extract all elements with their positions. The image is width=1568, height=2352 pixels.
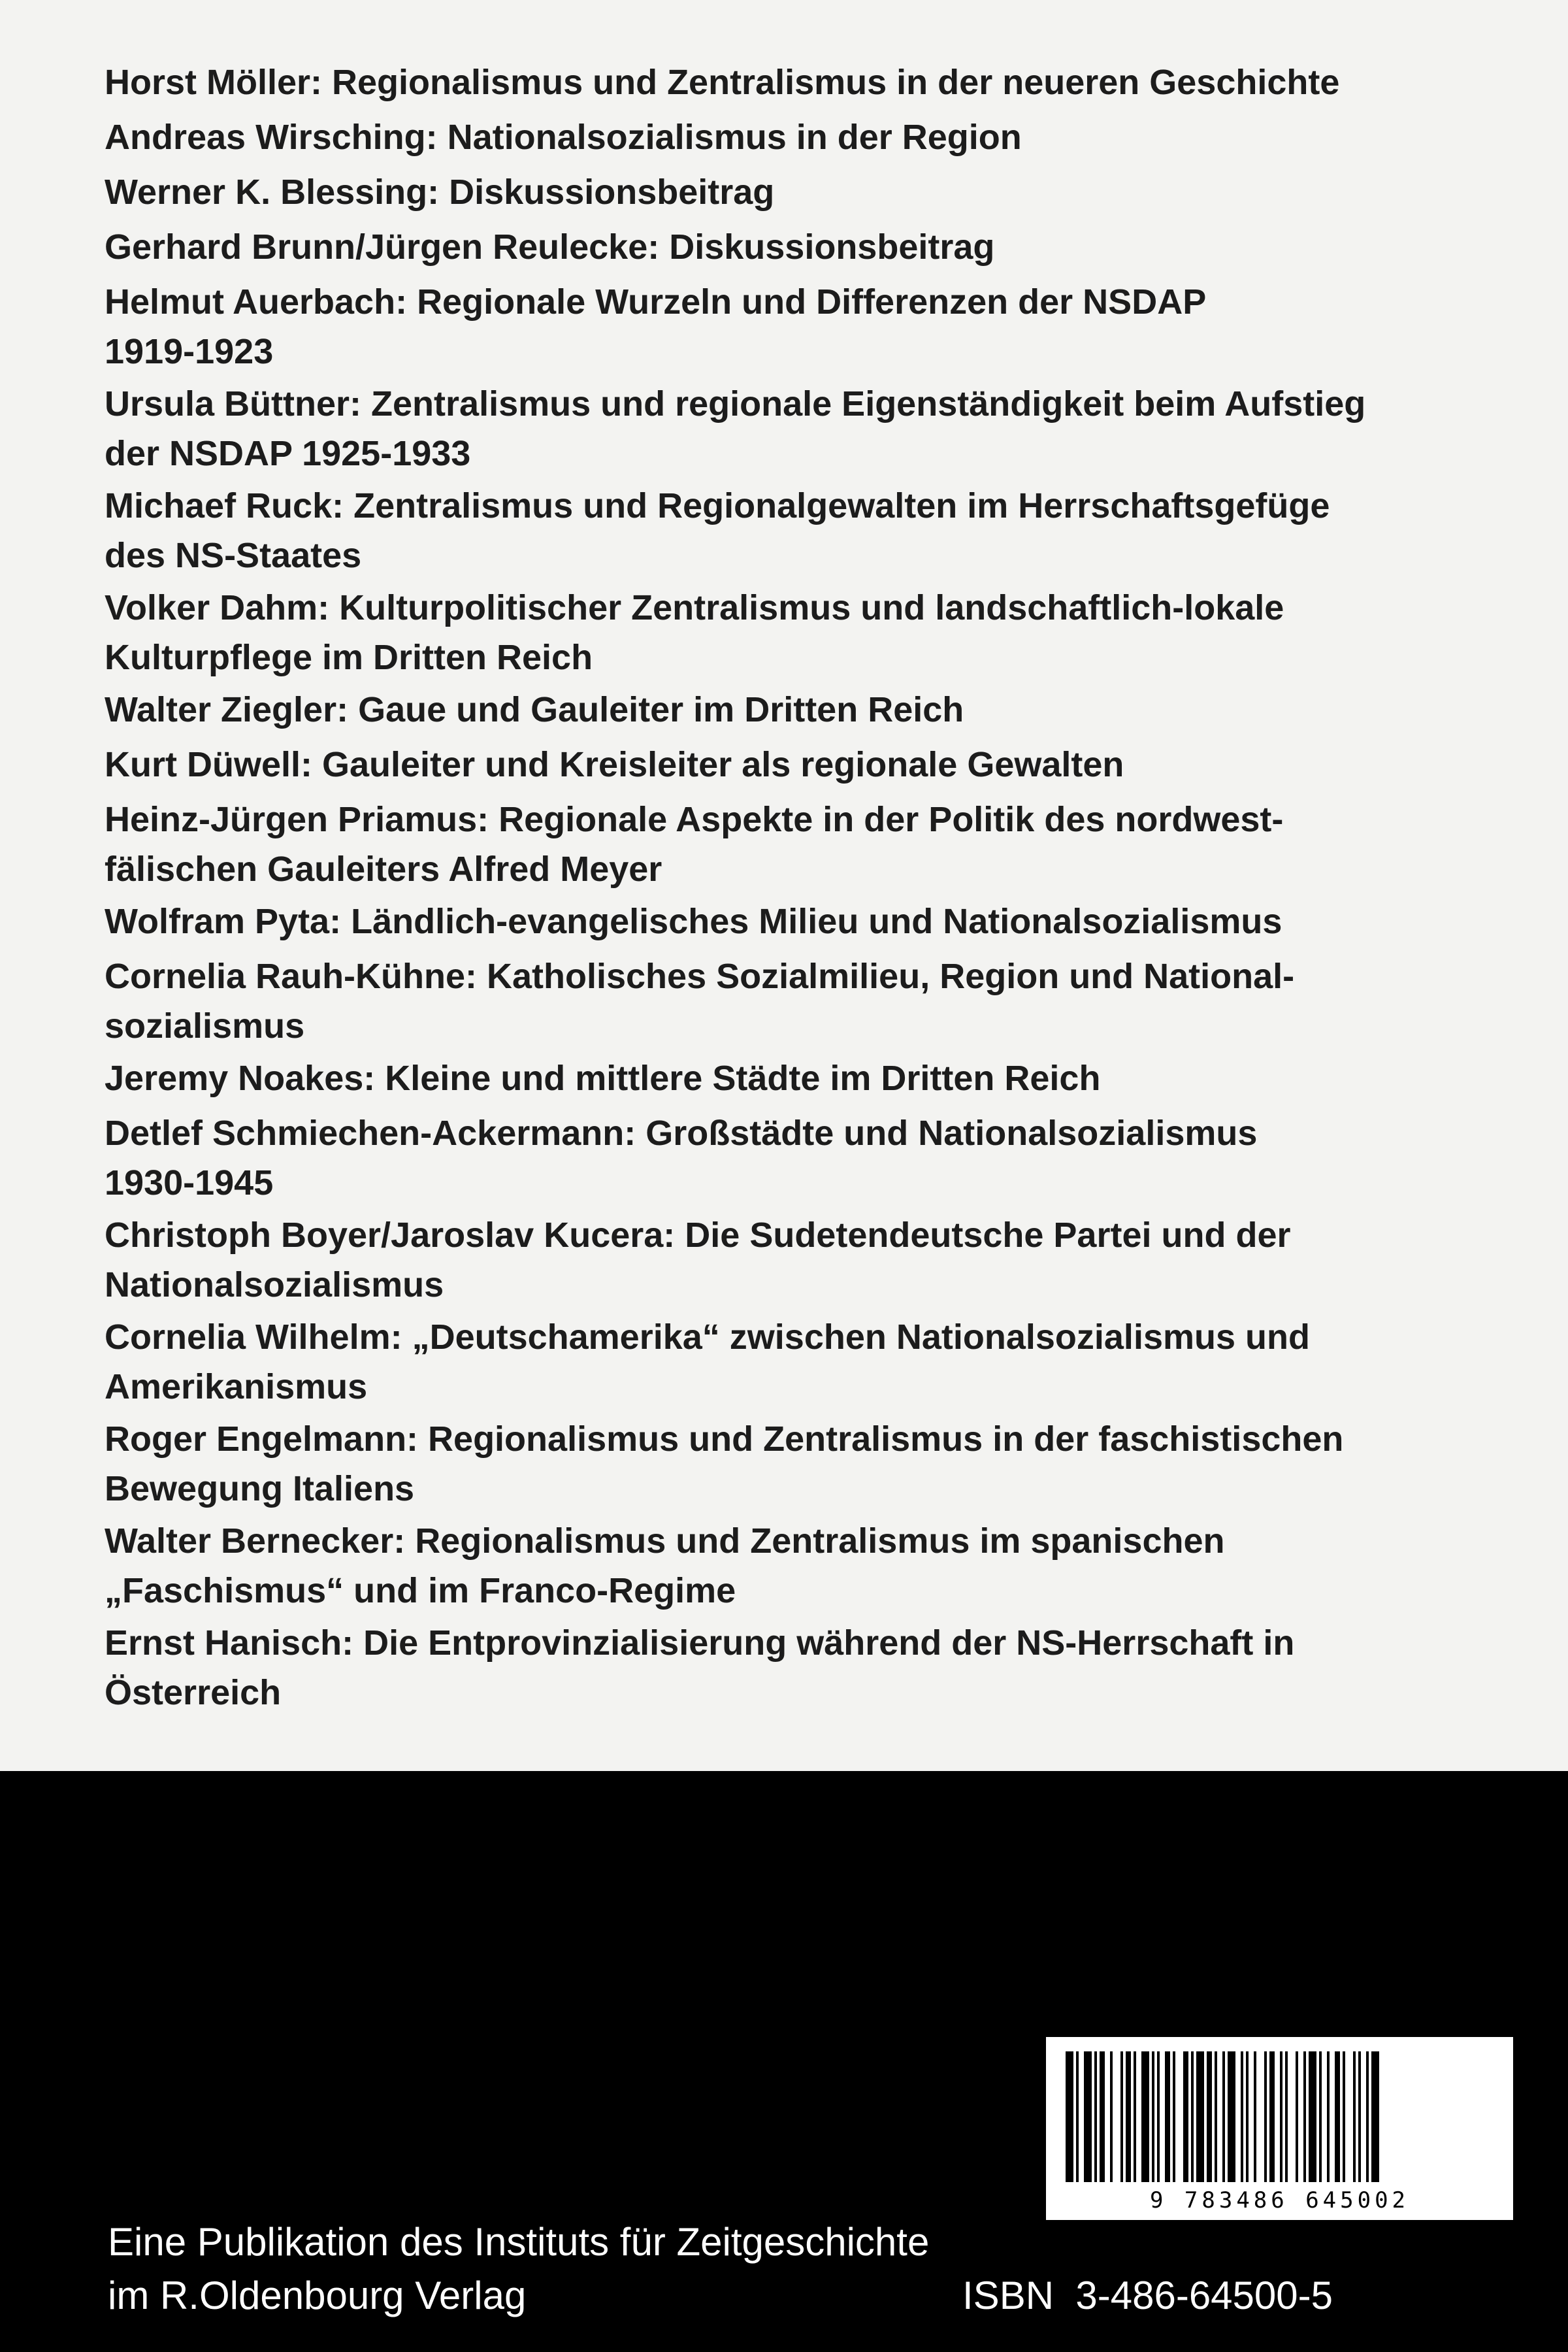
barcode-bar <box>1241 2051 1243 2182</box>
barcode-bar <box>1371 2051 1379 2182</box>
barcode-bar <box>1152 2051 1154 2182</box>
barcode-bar <box>1366 2051 1369 2182</box>
barcode-bar <box>1264 2051 1267 2182</box>
barcode-bar <box>1094 2051 1097 2182</box>
contents-entry: Andreas Wirsching: Nationalsozialismus in der Region <box>105 118 1022 157</box>
barcode-bars <box>1062 2051 1497 2182</box>
barcode-digits: 9 783486 645002 <box>1149 2187 1410 2213</box>
barcode-bar <box>1157 2051 1160 2182</box>
contents-entry: Werner K. Blessing: Diskussionsbeitrag <box>105 173 775 212</box>
barcode-bar <box>1084 2051 1092 2182</box>
barcode-bar <box>1165 2051 1170 2182</box>
barcode-bar <box>1196 2051 1204 2182</box>
barcode <box>1046 2037 1513 2220</box>
barcode-bar <box>1327 2051 1330 2182</box>
barcode-bar <box>1066 2051 1073 2182</box>
contents-entry: Detlef Schmiechen-Ackermann: Großstädte und Nationalsozialismus 1930-1945 <box>105 1114 1258 1202</box>
barcode-bar <box>1353 2051 1356 2182</box>
barcode-bar <box>1319 2051 1322 2182</box>
barcode-bar <box>1246 2051 1249 2182</box>
barcode-bar <box>1183 2051 1188 2182</box>
contents-entry: Horst Möller: Regionalismus und Zentralismus in der neueren Geschichte <box>105 63 1340 102</box>
barcode-bar <box>1126 2051 1131 2182</box>
barcode-bar <box>1358 2051 1361 2182</box>
barcode-bar <box>1285 2051 1288 2182</box>
contents-entry: Gerhard Brunn/Jürgen Reulecke: Diskussionsbeitrag <box>105 227 995 267</box>
barcode-bar <box>1076 2051 1079 2182</box>
contents-entry: Cornelia Rauh-Kühne: Katholisches Sozialmilieu, Region und National- sozialismus <box>105 957 1295 1046</box>
barcode-bar <box>1343 2051 1345 2182</box>
contents-entry: Michaef Ruck: Zentralismus und Regionalgewalten im Herrschaftsgefüge des NS-Staates <box>105 486 1330 575</box>
contents-entry: Helmut Auerbach: Regionale Wurzeln und Differenzen der NSDAP 1919-1923 <box>105 282 1207 371</box>
contents-entry: Ernst Hanisch: Die Entprovinzialisierung während der NS-Herrschaft in Österreich <box>105 1623 1295 1712</box>
publisher-note: Eine Publikation des Instituts für Zeitgeschichte im R.Oldenbourg Verlag <box>108 2220 930 2317</box>
barcode-bar <box>1269 2051 1275 2182</box>
barcode-bar <box>1173 2051 1175 2182</box>
barcode-bar <box>1207 2051 1212 2182</box>
barcode-bar <box>1254 2051 1256 2182</box>
contents-entry: Cornelia Wilhelm: „Deutschamerika“ zwischen Nationalsozialismus und Amerikanismus <box>105 1317 1310 1406</box>
contents-entry: Heinz-Jürgen Priamus: Regionale Aspekte in der Politik des nordwest- fälischen Gauleiters Alfred Meyer <box>105 800 1284 889</box>
contents-entry: Roger Engelmann: Regionalismus und Zentralismus in der faschistischen Bewegung Italiens <box>105 1419 1344 1508</box>
contents-entry: Kurt Düwell: Gauleiter und Kreisleiter als regionale Gewalten <box>105 745 1124 784</box>
barcode-bar <box>1134 2051 1136 2182</box>
barcode-bar <box>1110 2051 1113 2182</box>
contents-entry: Christoph Boyer/Jaroslav Kucera: Die Sudetendeutsche Partei und der Nationalsozialismus <box>105 1216 1291 1304</box>
barcode-bar <box>1120 2051 1123 2182</box>
barcode-bar <box>1215 2051 1217 2182</box>
barcode-bar <box>1309 2051 1316 2182</box>
contents-list <box>105 58 1503 1720</box>
barcode-bar <box>1100 2051 1105 2182</box>
barcode-bar <box>1228 2051 1235 2182</box>
barcode-bar <box>1280 2051 1282 2182</box>
contents-entry: Wolfram Pyta: Ländlich-evangelisches Milieu und Nationalsozialismus <box>105 902 1282 941</box>
isbn-number: ISBN 3-486-64500-5 <box>962 2274 1333 2317</box>
contents-entry: Walter Bernecker: Regionalismus und Zentralismus im spanischen „Faschismus“ und im Franco-Regime <box>105 1521 1225 1610</box>
barcode-bar <box>1222 2051 1225 2182</box>
barcode-bar <box>1191 2051 1194 2182</box>
contents-entry: Jeremy Noakes: Kleine und mittlere Städte im Dritten Reich <box>105 1059 1101 1098</box>
barcode-bar <box>1303 2051 1306 2182</box>
barcode-bar <box>1141 2051 1149 2182</box>
barcode-bar <box>1335 2051 1340 2182</box>
contents-entry: Walter Ziegler: Gaue und Gauleiter im Dritten Reich <box>105 690 964 729</box>
contents-entry: Volker Dahm: Kulturpolitischer Zentralismus und landschaftlich-lokale Kulturpflege im Dritten Reich <box>105 588 1284 677</box>
contents-entry: Ursula Büttner: Zentralismus und regionale Eigenständigkeit beim Aufstieg der NSDAP 1925-1933 <box>105 384 1366 473</box>
barcode-bar <box>1296 2051 1298 2182</box>
